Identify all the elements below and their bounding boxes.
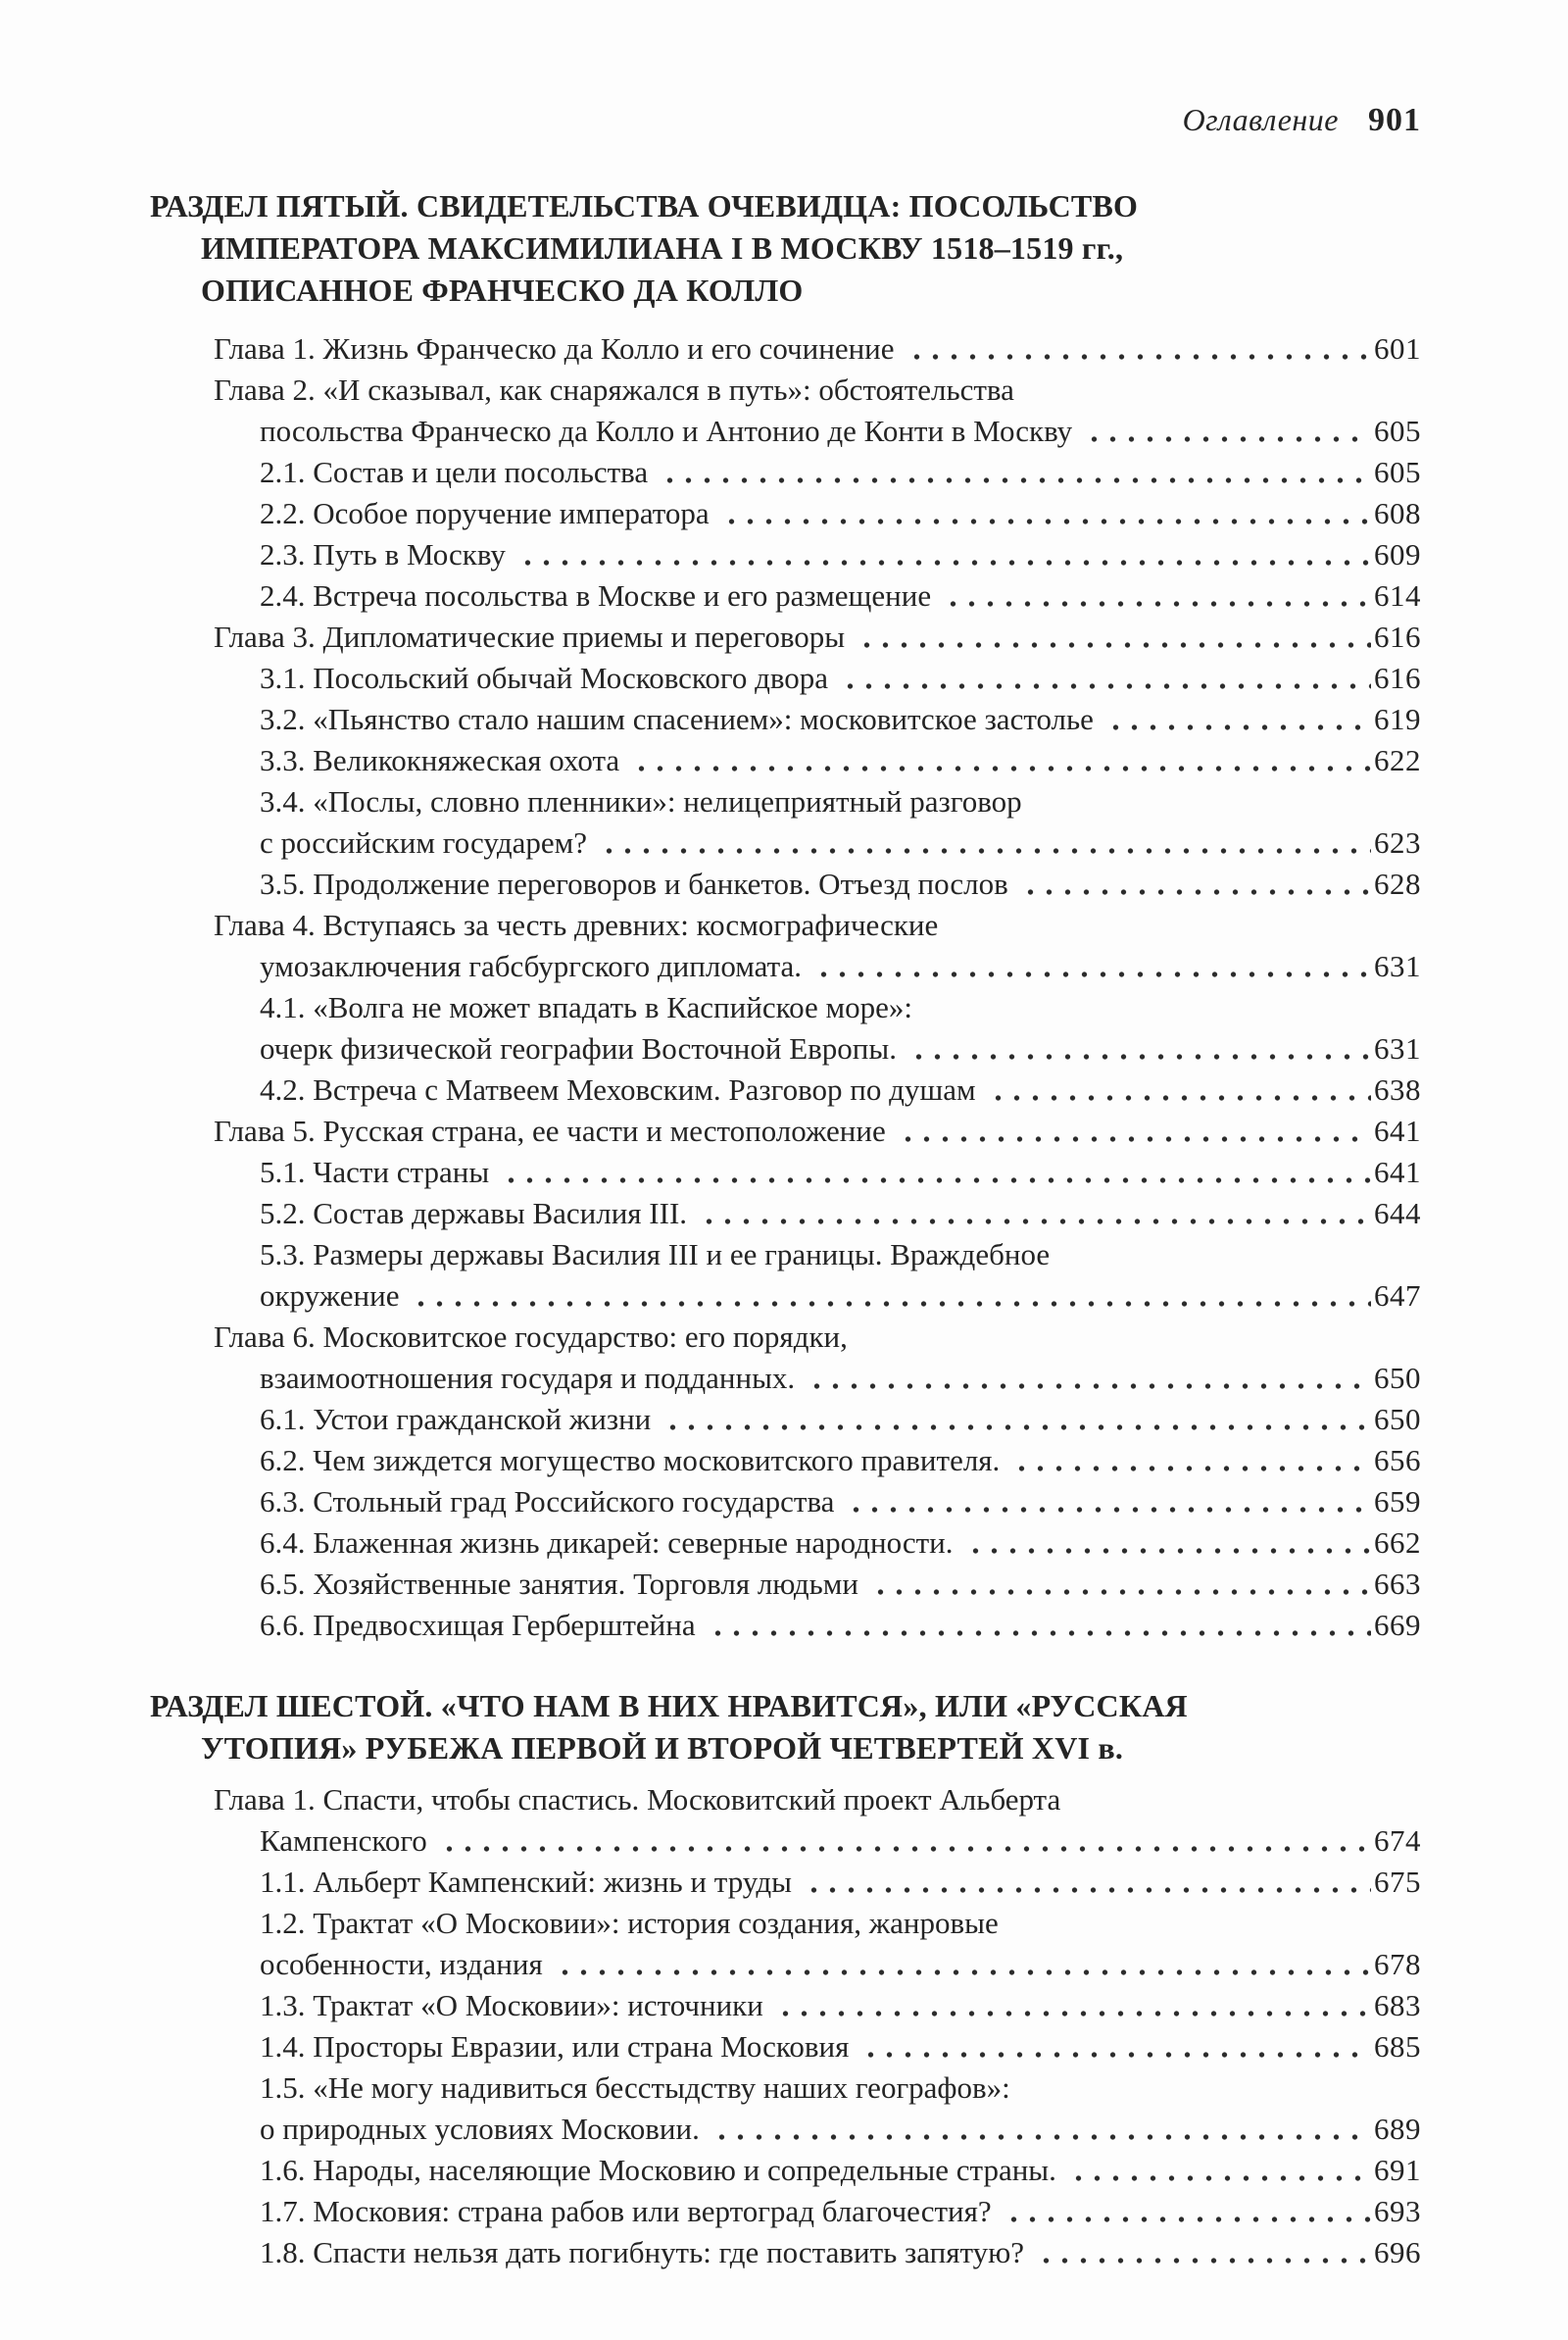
- section-heading-line: УТОПИЯ» РУБЕЖА ПЕРВОЙ И ВТОРОЙ ЧЕТВЕРТЕЙ XVI в.: [201, 1730, 1124, 1766]
- toc-entry-text: с российским государем?: [260, 825, 588, 860]
- toc-entry-text: Глава 1. Жизнь Франческо да Колло и его сочинение: [214, 331, 895, 366]
- entry-page-number: 623: [1374, 825, 1421, 860]
- dot-leader: [696, 1193, 1371, 1234]
- toc-entry: [150, 1440, 1421, 1481]
- dot-leader: [1001, 2191, 1371, 2232]
- toc-entry-text: 6.6. Предвосхищая Герберштейна: [260, 1608, 696, 1642]
- dot-leader: [628, 740, 1371, 781]
- toc-entry-line: [150, 740, 1421, 781]
- dot-leader: [1017, 864, 1371, 905]
- toc-entry-text: Кампенского: [260, 1823, 427, 1858]
- entry-page-number: 628: [1374, 867, 1421, 901]
- dot-leader: [962, 1522, 1371, 1564]
- toc-entry-text: 6.4. Блаженная жизнь дикарей: северные народности.: [260, 1525, 954, 1560]
- toc-entry-text: Глава 1. Спасти, чтобы спастись. Московитский проект Альберта: [214, 1782, 1061, 1817]
- toc-entry-line: [150, 1481, 1421, 1522]
- toc-entry-text: взаимоотношения государя и подданных.: [260, 1361, 796, 1395]
- toc-entry-line: [150, 1028, 1421, 1070]
- toc-entry-text: Глава 4. Вступаясь за честь древних: космографические: [214, 908, 939, 942]
- dot-leader: [1102, 699, 1371, 740]
- toc-entry-line: [150, 617, 1421, 658]
- toc-entry: [150, 1234, 1421, 1317]
- entry-page-number: 659: [1374, 1484, 1421, 1519]
- toc-entry: [150, 534, 1421, 575]
- toc-entry-line: [150, 2191, 1421, 2232]
- entry-page-number: 683: [1374, 1988, 1421, 2022]
- dot-leader: [843, 1481, 1371, 1522]
- toc-entry-line: [150, 1862, 1421, 1903]
- toc-entry-line: [150, 370, 1421, 411]
- toc-entry: [150, 452, 1421, 493]
- dot-leader: [1065, 2150, 1371, 2191]
- toc-entry: [150, 905, 1421, 987]
- toc-entry: [150, 1564, 1421, 1605]
- toc-entry-text: 2.3. Путь в Москву: [260, 537, 506, 572]
- toc-entry-line: [150, 1070, 1421, 1111]
- toc-entry: [150, 575, 1421, 617]
- dot-leader: [552, 1944, 1371, 1985]
- toc-entry-text: Глава 6. Московитское государство: его порядки,: [214, 1319, 848, 1354]
- entry-page-number: 605: [1374, 414, 1421, 448]
- toc-entry-line: [150, 1152, 1421, 1193]
- toc-entry-text: 3.3. Великокняжеская охота: [260, 743, 620, 777]
- entry-page-number: 638: [1374, 1072, 1421, 1107]
- toc-entry-text: 1.1. Альберт Кампенский: жизнь и труды: [260, 1865, 792, 1899]
- toc-entry-line: [150, 534, 1421, 575]
- toc-entry-text: 2.1. Состав и цели посольства: [260, 455, 649, 489]
- entry-page-number: 669: [1374, 1608, 1421, 1642]
- dot-leader: [1033, 2232, 1371, 2273]
- entry-page-number: 650: [1374, 1361, 1421, 1395]
- toc-entry: [150, 328, 1421, 370]
- toc-entry-line: [150, 1317, 1421, 1358]
- toc-entries: [150, 328, 1421, 1646]
- toc-entry: [150, 2191, 1421, 2232]
- toc-entry-line: [150, 2232, 1421, 2273]
- toc-entry-text: 1.2. Трактат «О Московии»: история создания, жанровые: [260, 1906, 999, 1940]
- dot-leader: [985, 1070, 1371, 1111]
- toc-entry-line: [150, 987, 1421, 1028]
- toc-entry: [150, 1522, 1421, 1564]
- toc-entry-text: 1.6. Народы, населяющие Московию и сопредельные страны.: [260, 2153, 1056, 2187]
- toc-entry-text: посольства Франческо да Колло и Антонио де Конти в Москву: [260, 414, 1073, 448]
- entry-page-number: 662: [1374, 1525, 1421, 1560]
- toc-section: [150, 185, 1421, 1646]
- toc-entry-text: 1.8. Спасти нельзя дать погибнуть: где поставить запятую?: [260, 2235, 1025, 2269]
- dot-leader: [895, 1111, 1371, 1152]
- dot-leader: [772, 1985, 1371, 2026]
- entry-page-number: 650: [1374, 1402, 1421, 1436]
- toc-entry: [150, 1317, 1421, 1399]
- toc-entry-text: 6.1. Устои гражданской жизни: [260, 1402, 652, 1436]
- toc-entry-line: [150, 1985, 1421, 2026]
- toc-entry: [150, 781, 1421, 864]
- toc-entry: [150, 658, 1421, 699]
- toc-section: [150, 1685, 1421, 2273]
- toc-entry-line: [150, 822, 1421, 864]
- toc-entry-text: 1.4. Просторы Евразии, или страна Московия: [260, 2029, 850, 2064]
- entry-page-number: 601: [1374, 331, 1421, 366]
- toc-entry-line: [150, 1522, 1421, 1564]
- running-head-title: Оглавление: [1182, 102, 1339, 137]
- toc-entry-text: Глава 5. Русская страна, ее части и местоположение: [214, 1114, 886, 1148]
- toc-entry: [150, 617, 1421, 658]
- entry-page-number: 647: [1374, 1278, 1421, 1313]
- toc-entry-line: [150, 411, 1421, 452]
- dot-leader: [867, 1564, 1371, 1605]
- toc-entry-line: [150, 1820, 1421, 1862]
- toc-entry-line: [150, 781, 1421, 822]
- toc-entry: [150, 370, 1421, 452]
- dot-leader: [858, 2026, 1371, 2067]
- dot-leader: [709, 2109, 1371, 2150]
- toc-entry-text: 1.7. Московия: страна рабов или вертоград благочестия?: [260, 2194, 992, 2228]
- toc-entry-line: [150, 575, 1421, 617]
- toc-entry: [150, 1779, 1421, 1862]
- section-heading: [150, 185, 1421, 312]
- toc-entry-text: 1.5. «Не могу надивиться бесстыдству наших географов»:: [260, 2070, 1010, 2105]
- toc-entry-line: [150, 1193, 1421, 1234]
- toc-entry: [150, 1985, 1421, 2026]
- toc-entry-line: [150, 1399, 1421, 1440]
- toc-entry: [150, 864, 1421, 905]
- toc-entry-line: [150, 2026, 1421, 2067]
- dot-leader: [1008, 1440, 1371, 1481]
- toc-entry-text: 4.2. Встреча с Матвеем Меховским. Разговор по душам: [260, 1072, 976, 1107]
- running-head-page-number: 901: [1368, 102, 1421, 138]
- dot-leader: [514, 534, 1371, 575]
- dot-leader: [1081, 411, 1371, 452]
- entry-page-number: 616: [1374, 661, 1421, 695]
- section-heading-line: РАЗДЕЛ ПЯТЫЙ. СВИДЕТЕЛЬСТВА ОЧЕВИДЦА: ПОСОЛЬСТВО: [150, 188, 1139, 224]
- entry-page-number: 689: [1374, 2112, 1421, 2146]
- entry-page-number: 614: [1374, 578, 1421, 613]
- toc-entry-text: 5.3. Размеры державы Василия III и ее границы. Враждебное: [260, 1237, 1051, 1271]
- dot-leader: [436, 1820, 1371, 1862]
- toc-entry-text: 2.4. Встреча посольства в Москве и его размещение: [260, 578, 932, 613]
- toc-entry-line: [150, 1605, 1421, 1646]
- toc-entry-text: очерк физической географии Восточной Европы.: [260, 1031, 897, 1066]
- toc-entry: [150, 1605, 1421, 1646]
- toc-entry-line: [150, 493, 1421, 534]
- section-heading-line: ИМПЕРАТОРА МАКСИМИЛИАНА I В МОСКВУ 1518–1519 гг.,: [201, 230, 1124, 266]
- entry-page-number: 674: [1374, 1823, 1421, 1858]
- toc-entry: [150, 1152, 1421, 1193]
- toc-entry-line: [150, 2067, 1421, 2109]
- toc-entry-text: окружение: [260, 1278, 400, 1313]
- toc-entry-line: [150, 1779, 1421, 1820]
- toc-entry-text: 3.2. «Пьянство стало нашим спасением»: московитское застолье: [260, 702, 1094, 736]
- toc-entry-text: 6.3. Стольный град Российского государства: [260, 1484, 835, 1519]
- toc-entry-line: [150, 2109, 1421, 2150]
- entry-page-number: 656: [1374, 1443, 1421, 1477]
- dot-leader: [498, 1152, 1371, 1193]
- section-heading: [150, 1685, 1421, 1769]
- dot-leader: [810, 946, 1371, 987]
- toc-entry-line: [150, 946, 1421, 987]
- entry-page-number: 678: [1374, 1947, 1421, 1981]
- toc-entry: [150, 2026, 1421, 2067]
- toc-entry-text: Глава 3. Дипломатические приемы и переговоры: [214, 620, 846, 654]
- dot-leader: [906, 1028, 1371, 1070]
- entry-page-number: 631: [1374, 1031, 1421, 1066]
- toc-entry: [150, 2150, 1421, 2191]
- entry-page-number: 696: [1374, 2235, 1421, 2269]
- dot-leader: [837, 658, 1371, 699]
- dot-leader: [904, 328, 1371, 370]
- toc-entry-line: [150, 1903, 1421, 1944]
- entry-page-number: 663: [1374, 1567, 1421, 1601]
- entry-page-number: 675: [1374, 1865, 1421, 1899]
- toc-entry-text: 5.2. Состав державы Василия III.: [260, 1196, 688, 1230]
- toc-entry: [150, 1481, 1421, 1522]
- toc-entry-line: [150, 1564, 1421, 1605]
- page-content: [150, 0, 1421, 2273]
- section-heading-line: РАЗДЕЛ ШЕСТОЙ. «ЧТО НАМ В НИХ НРАВИТСЯ», ИЛИ «РУССКАЯ: [150, 1688, 1188, 1723]
- entry-page-number: 691: [1374, 2153, 1421, 2187]
- toc-entry-text: 2.2. Особое поручение императора: [260, 496, 710, 530]
- entry-page-number: 619: [1374, 702, 1421, 736]
- toc-entry-line: [150, 699, 1421, 740]
- entry-page-number: 685: [1374, 2029, 1421, 2064]
- toc-entry-text: 3.5. Продолжение переговоров и банкетов. Отъезд послов: [260, 867, 1008, 901]
- toc-entry: [150, 1862, 1421, 1903]
- dot-leader: [854, 617, 1371, 658]
- toc-entry-line: [150, 905, 1421, 946]
- entry-page-number: 609: [1374, 537, 1421, 572]
- toc-entry-text: 6.2. Чем зиждется могущество московитского правителя.: [260, 1443, 1001, 1477]
- toc-entry: [150, 2232, 1421, 2273]
- toc-entry-line: [150, 1275, 1421, 1317]
- toc-entry-line: [150, 1944, 1421, 1985]
- toc-entry-text: 4.1. «Волга не может впадать в Каспийское море»:: [260, 990, 912, 1024]
- toc-entry: [150, 1903, 1421, 1985]
- running-head: [150, 100, 1421, 146]
- entry-page-number: 641: [1374, 1114, 1421, 1148]
- entry-page-number: 616: [1374, 620, 1421, 654]
- entry-page-number: 622: [1374, 743, 1421, 777]
- toc-entry-line: [150, 864, 1421, 905]
- toc-entry-line: [150, 1440, 1421, 1481]
- toc-entry-line: [150, 452, 1421, 493]
- toc-entry: [150, 2067, 1421, 2150]
- entry-page-number: 631: [1374, 949, 1421, 983]
- dot-leader: [718, 493, 1371, 534]
- toc-entry: [150, 1070, 1421, 1111]
- dot-leader: [660, 1399, 1371, 1440]
- dot-leader: [705, 1605, 1371, 1646]
- dot-leader: [657, 452, 1371, 493]
- toc-entry-text: 6.5. Хозяйственные занятия. Торговля людьми: [260, 1567, 858, 1601]
- entry-page-number: 608: [1374, 496, 1421, 530]
- entry-page-number: 644: [1374, 1196, 1421, 1230]
- dot-leader: [940, 575, 1371, 617]
- toc-entry: [150, 493, 1421, 534]
- dot-leader: [408, 1275, 1371, 1317]
- dot-leader: [801, 1862, 1371, 1903]
- toc-entry-line: [150, 328, 1421, 370]
- toc-entry-text: Глава 2. «И сказывал, как снаряжался в путь»: обстоятельства: [214, 373, 1014, 407]
- toc-entry: [150, 740, 1421, 781]
- table-of-contents: [150, 185, 1421, 2273]
- dot-leader: [596, 822, 1371, 864]
- toc-entry-text: о природных условиях Московии.: [260, 2112, 700, 2146]
- toc-entry-text: особенности, издания: [260, 1947, 543, 1981]
- toc-entry: [150, 1111, 1421, 1152]
- toc-entry-line: [150, 1358, 1421, 1399]
- toc-entry-text: 1.3. Трактат «О Московии»: источники: [260, 1988, 763, 2022]
- toc-entry-text: 3.1. Посольский обычай Московского двора: [260, 661, 829, 695]
- toc-entry-text: 5.1. Части страны: [260, 1155, 490, 1189]
- entry-page-number: 641: [1374, 1155, 1421, 1189]
- toc-entry-line: [150, 1111, 1421, 1152]
- toc-entry-line: [150, 1234, 1421, 1275]
- toc-entry-line: [150, 658, 1421, 699]
- section-heading-line: ОПИСАННОЕ ФРАНЧЕСКО ДА КОЛЛО: [201, 273, 804, 308]
- entry-page-number: 693: [1374, 2194, 1421, 2228]
- toc-entry: [150, 987, 1421, 1070]
- entry-page-number: 605: [1374, 455, 1421, 489]
- toc-entry-line: [150, 2150, 1421, 2191]
- toc-entry: [150, 1193, 1421, 1234]
- toc-entry: [150, 699, 1421, 740]
- toc-entry-text: 3.4. «Послы, словно пленники»: нелицеприятный разговор: [260, 784, 1022, 819]
- dot-leader: [804, 1358, 1371, 1399]
- toc-entry-text: умозаключения габсбургского дипломата.: [260, 949, 803, 983]
- toc-entries: [150, 1779, 1421, 2273]
- toc-entry: [150, 1399, 1421, 1440]
